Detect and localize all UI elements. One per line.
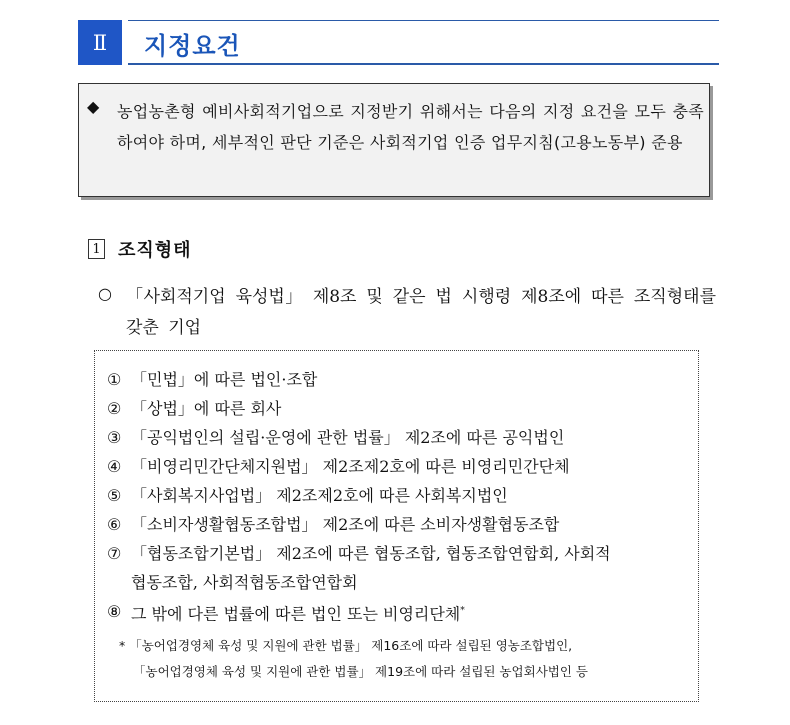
list-marker: ① (107, 370, 122, 389)
list-item (107, 481, 687, 510)
section-header (78, 20, 719, 65)
circle-bullet-icon: ○ (98, 284, 112, 303)
list-marker: ⑤ (107, 486, 122, 505)
list-item-text-body: 그 밖에 다른 법률에 따른 법인 또는 비영리단체 (131, 604, 461, 624)
main-point-text: 「사회적기업 육성법」 제8조 및 같은 법 시행령 제8조에 따른 조직형태를 갖춘 기업 (126, 287, 716, 338)
list-item-text: 「민법」에 따른 법인·조합 (131, 370, 318, 389)
list-marker: ④ (107, 457, 122, 476)
org-type-list (107, 365, 687, 628)
summary-text: 농업농촌형 예비사회적기업으로 지정받기 위해서는 다음의 지정 요건을 모두 충족하여야 하며, 세부적인 판단 기준은 사회적기업 인증 업무지침(고용노동부) 준용 (117, 102, 704, 152)
list-item-text: 「사회복지사업법」 제2조제2호에 따른 사회복지법인 (131, 486, 508, 505)
list-item (107, 539, 687, 568)
list-marker: ② (107, 399, 122, 418)
subsection-number: 1 (88, 239, 105, 259)
list-item-text: 「소비자생활협동조합법」 제2조에 따른 소비자생활협동조합 (131, 515, 560, 534)
list-item (107, 394, 687, 423)
list-marker: ③ (107, 428, 122, 447)
footnote-line: 「농어업경영체 육성 및 지원에 관한 법률」 제19조에 따라 설립된 농업회사법인 등 (133, 664, 588, 679)
summary-box (78, 83, 710, 197)
org-type-list-box (94, 350, 699, 702)
list-item (107, 452, 687, 481)
list-item (107, 510, 687, 539)
list-item-text: 「비영리민간단체지원법」 제2조제2호에 따른 비영리민간단체 (131, 457, 570, 476)
list-marker: ⑧ (107, 602, 122, 621)
header-top-rule (128, 20, 719, 21)
subsection-heading (88, 236, 192, 262)
header-bottom-rule (128, 63, 719, 65)
section-title: 지정요건 (144, 32, 241, 60)
list-item (107, 365, 687, 394)
list-item (107, 423, 687, 452)
list-item-continuation (107, 568, 687, 597)
list-item (107, 597, 687, 628)
footnote-mark: * (460, 606, 465, 616)
subsection-title: 조직형태 (118, 240, 192, 261)
list-item-text (131, 597, 687, 628)
footnote-line: * 「농어업경영체 육성 및 지원에 관한 법률」 제16조에 따라 설립된 영농조합법인, (119, 638, 573, 653)
list-item-text: 「협동조합기본법」 제2조에 따른 협동조합, 협동조합연합회, 사회적 (131, 544, 611, 563)
list-item-text: 「공익법인의 설립·운영에 관한 법률」 제2조에 따른 공익법인 (131, 428, 565, 447)
footnote (119, 633, 689, 685)
section-number-badge: Ⅱ (78, 20, 122, 65)
list-marker: ⑦ (107, 544, 122, 563)
list-marker: ⑥ (107, 515, 122, 534)
diamond-bullet-icon: ◆ (87, 97, 100, 116)
list-item-text-continuation: 협동조합, 사회적협동조합연합회 (131, 573, 358, 592)
list-item-text: 「상법」에 따른 회사 (131, 399, 282, 418)
